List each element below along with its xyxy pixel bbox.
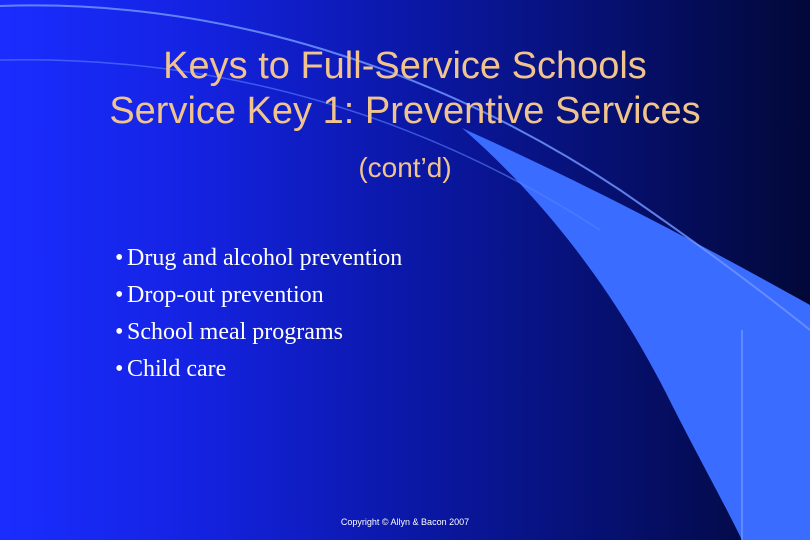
bullet-dot: • <box>115 245 124 271</box>
bullet-dot: • <box>115 319 124 345</box>
bullet-item <box>115 314 402 351</box>
title-line-1: Keys to Full-Service Schools <box>163 45 647 87</box>
bullet-dot: • <box>115 356 124 382</box>
bullet-item <box>115 277 402 314</box>
blue-swoosh-shape <box>462 128 810 540</box>
slide-title <box>0 44 810 134</box>
bullet-text: Drop-out prevention <box>127 282 324 308</box>
bullet-list <box>115 240 402 388</box>
slide-subtitle: (cont’d) <box>358 152 452 183</box>
bullet-item <box>115 240 402 277</box>
bullet-text: Drug and alcohol prevention <box>127 245 403 271</box>
title-line-2: Service Key 1: Preventive Services <box>109 90 701 132</box>
copyright-footer: Copyright © Allyn & Bacon 2007 <box>340 517 470 527</box>
bullet-text: School meal programs <box>127 319 343 345</box>
bullet-item <box>115 351 402 388</box>
bullet-text: Child care <box>127 356 227 382</box>
bullet-dot: • <box>115 282 124 308</box>
